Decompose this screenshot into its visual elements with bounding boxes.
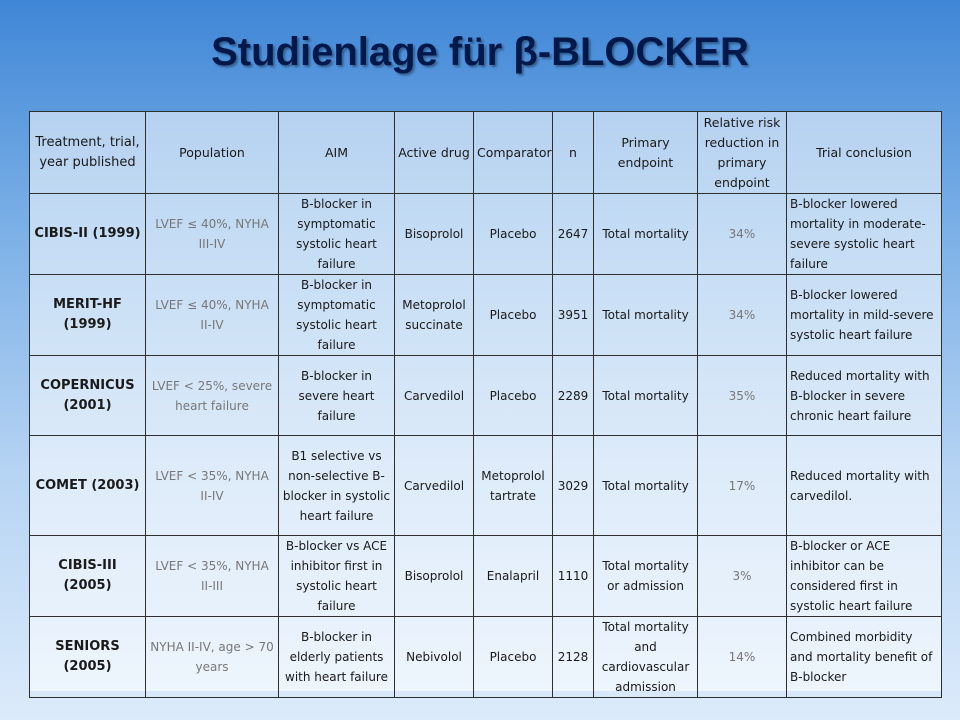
cell-primary-endpoint: Total mortality (594, 194, 698, 275)
table-header-row (30, 112, 942, 194)
header-aim: AIM (279, 112, 395, 194)
trials-table-container (29, 111, 941, 694)
cell-rrr: 3% (698, 536, 787, 617)
cell-active-drug: Carvedilol (395, 356, 474, 436)
cell-aim: B-blocker in elderly patients with heart failure (279, 617, 395, 698)
cell-comparator: Placebo (474, 194, 553, 275)
cell-conclusion: Combined morbidity and mortality benefit of B-blocker (787, 617, 942, 698)
cell-conclusion: B-blocker lowered mortality in moderate-severe systolic heart failure (787, 194, 942, 275)
cell-comparator: Placebo (474, 275, 553, 356)
cell-trial: CIBIS-III (2005) (30, 536, 146, 617)
header-conclusion: Trial conclusion (787, 112, 942, 194)
cell-conclusion: B-blocker or ACE inhibitor can be considered first in systolic heart failure (787, 536, 942, 617)
cell-population: LVEF < 35%, NYHA II-IV (146, 436, 279, 536)
cell-n: 2128 (553, 617, 594, 698)
slide-title: Studienlage für β-BLOCKER (211, 30, 749, 74)
cell-comparator: Metoprolol tartrate (474, 436, 553, 536)
cell-aim: B-blocker in severe heart failure (279, 356, 395, 436)
header-active-drug: Active drug (395, 112, 474, 194)
cell-population: LVEF ≤ 40%, NYHA III-IV (146, 194, 279, 275)
cell-trial: COMET (2003) (30, 436, 146, 536)
table-row (30, 275, 942, 356)
cell-trial: MERIT-HF (1999) (30, 275, 146, 356)
header-rrr: Relative risk reduction in primary endpoint (698, 112, 787, 194)
cell-conclusion: B-blocker lowered mortality in mild-severe systolic heart failure (787, 275, 942, 356)
cell-n: 2647 (553, 194, 594, 275)
cell-active-drug: Carvedilol (395, 436, 474, 536)
header-treatment: Treatment, trial, year published (30, 112, 146, 194)
cell-primary-endpoint: Total mortality (594, 275, 698, 356)
cell-n: 3029 (553, 436, 594, 536)
cell-comparator: Placebo (474, 356, 553, 436)
header-n: n (553, 112, 594, 194)
cell-active-drug: Bisoprolol (395, 536, 474, 617)
table-row (30, 536, 942, 617)
header-comparator: Comparator (474, 112, 553, 194)
cell-primary-endpoint: Total mortality (594, 436, 698, 536)
cell-trial: SENIORS (2005) (30, 617, 146, 698)
cell-primary-endpoint: Total mortality or admission (594, 536, 698, 617)
cell-aim: B-blocker vs ACE inhibitor first in systolic heart failure (279, 536, 395, 617)
cell-comparator: Enalapril (474, 536, 553, 617)
cell-active-drug: Nebivolol (395, 617, 474, 698)
cell-rrr: 34% (698, 194, 787, 275)
cell-conclusion: Reduced mortality with carvedilol. (787, 436, 942, 536)
cell-rrr: 17% (698, 436, 787, 536)
cell-aim: B-blocker in symptomatic systolic heart failure (279, 275, 395, 356)
cell-population: LVEF < 35%, NYHA II-III (146, 536, 279, 617)
cell-conclusion: Reduced mortality with B-blocker in severe chronic heart failure (787, 356, 942, 436)
cell-comparator: Placebo (474, 617, 553, 698)
table-row (30, 356, 942, 436)
cell-primary-endpoint: Total mortality (594, 356, 698, 436)
cell-primary-endpoint: Total mortality and cardiovascular admission (594, 617, 698, 698)
cell-trial: COPERNICUS (2001) (30, 356, 146, 436)
cell-rrr: 34% (698, 275, 787, 356)
cell-n: 2289 (553, 356, 594, 436)
cell-population: LVEF < 25%, severe heart failure (146, 356, 279, 436)
table-row (30, 617, 942, 698)
cell-rrr: 35% (698, 356, 787, 436)
cell-population: LVEF ≤ 40%, NYHA II-IV (146, 275, 279, 356)
cell-aim: B1 selective vs non-selective B-blocker in systolic heart failure (279, 436, 395, 536)
cell-aim: B-blocker in symptomatic systolic heart failure (279, 194, 395, 275)
cell-active-drug: Metoprolol succinate (395, 275, 474, 356)
cell-n: 1110 (553, 536, 594, 617)
table-row (30, 194, 942, 275)
trials-table (29, 111, 942, 698)
table-row (30, 436, 942, 536)
cell-rrr: 14% (698, 617, 787, 698)
cell-population: NYHA II-IV, age > 70 years (146, 617, 279, 698)
cell-trial: CIBIS-II (1999) (30, 194, 146, 275)
cell-active-drug: Bisoprolol (395, 194, 474, 275)
cell-n: 3951 (553, 275, 594, 356)
header-population: Population (146, 112, 279, 194)
header-primary-endpoint: Primary endpoint (594, 112, 698, 194)
